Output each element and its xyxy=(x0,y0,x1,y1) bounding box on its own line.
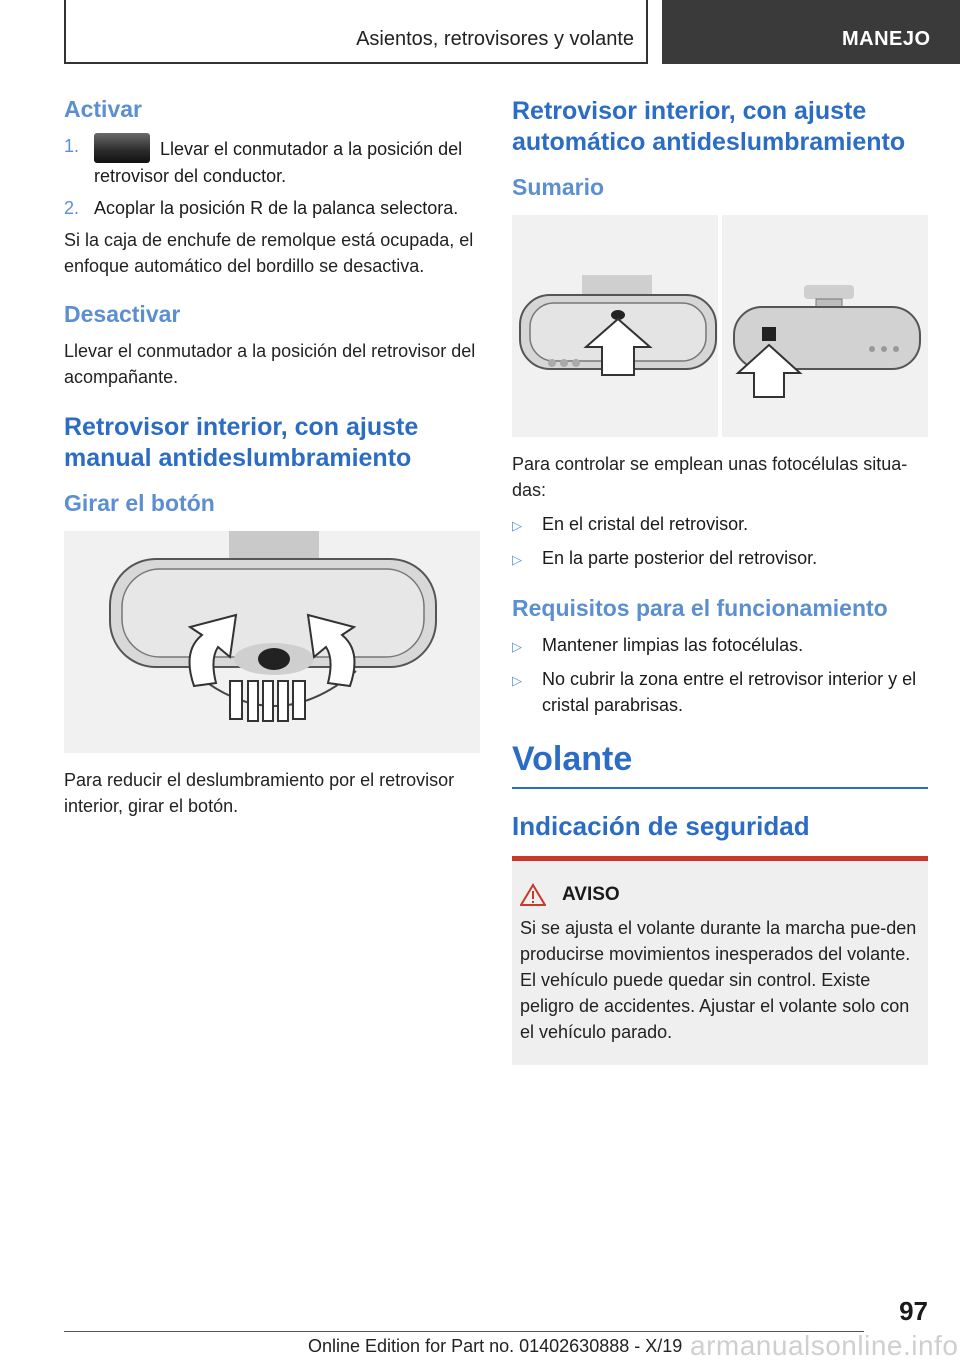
list-item: ▷ No cubrir la zona entre el retrovisor interior y el cristal parabrisas. xyxy=(512,666,928,718)
mirror-front-illustration xyxy=(512,215,718,437)
manual-mirror-illustration xyxy=(64,531,480,753)
warning-triangle-icon xyxy=(520,883,546,907)
step-text: Acoplar la posición R de la palanca selectora. xyxy=(94,198,459,218)
list-item: ▷ Mantener limpias las fotocélulas. xyxy=(512,632,928,660)
auto-intro: Para controlar se emplean unas fotocélulas situa‐das: xyxy=(512,454,908,500)
heading-auto-mirror: Retrovisor interior, con ajuste automático antideslumbramiento xyxy=(512,97,906,156)
auto-mirror-figures xyxy=(512,215,928,437)
footer-edition: Online Edition for Part no. 01402630888 - X/19 xyxy=(308,1336,683,1356)
warning-label: AVISO xyxy=(562,884,620,905)
heading-seguridad: Indicación de seguridad xyxy=(512,811,810,841)
manual-mirror-figure xyxy=(64,531,480,753)
section-title: Asientos, retrovisores y volante xyxy=(356,28,634,50)
heading-volante: Volante xyxy=(512,740,928,789)
triangle-right-icon: ▷ xyxy=(512,673,522,688)
heading-activar: Activar xyxy=(64,96,142,122)
mirror-switch-icon xyxy=(94,133,150,163)
mirror-front-figure xyxy=(512,215,718,437)
step-number: 1. xyxy=(64,136,80,156)
mirror-back-illustration xyxy=(722,215,928,437)
heading-requisitos: Requisitos para el funcionamiento xyxy=(512,595,888,621)
activar-note: Si la caja de enchufe de remolque está ocupada, el enfoque automático del bordillo se desactiva. xyxy=(64,230,474,276)
footer-watermark: armanualsonline.info xyxy=(690,1330,959,1361)
mirror-back-figure xyxy=(722,215,928,437)
manual-caption: Para reducir el deslumbramiento por el retrovisor interior, girar el botón. xyxy=(64,770,455,816)
warning-box xyxy=(512,856,928,1065)
triangle-right-icon: ▷ xyxy=(512,639,522,654)
list-item: ▷ En la parte posterior del retrovisor. xyxy=(512,545,928,573)
step-1 xyxy=(64,133,480,189)
triangle-right-icon: ▷ xyxy=(512,518,522,533)
heading-girar: Girar el botón xyxy=(64,490,215,516)
page-number: 97 xyxy=(899,1296,928,1326)
chapter-title: MANEJO xyxy=(842,28,931,50)
warning-text: Si se ajusta el volante durante la marcha pue‐den producirse movimientos inesperados del volante. El vehículo puede quedar sin control. Existe peligro de accidentes. Ajustar el volante solo con el vehículo parado. xyxy=(520,918,917,1042)
warning-title xyxy=(520,883,920,907)
step-text: Llevar el conmutador a la posición del retrovisor del conductor. xyxy=(94,139,463,186)
header-chapter-tab xyxy=(662,0,960,64)
heading-sumario: Sumario xyxy=(512,174,605,200)
heading-desactivar: Desactivar xyxy=(64,301,181,327)
header-section-title xyxy=(64,0,648,64)
left-column xyxy=(64,96,480,827)
desactivar-text: Llevar el conmutador a la posición del retrovisor del acompañante. xyxy=(64,341,476,387)
list-item: ▷ En el cristal del retrovisor. xyxy=(512,511,928,539)
right-column xyxy=(512,96,928,1065)
step-2 xyxy=(64,195,480,221)
triangle-right-icon: ▷ xyxy=(512,552,522,567)
step-number: 2. xyxy=(64,198,80,218)
heading-manual-mirror: Retrovisor interior, con ajuste manual antideslumbramiento xyxy=(64,413,419,472)
